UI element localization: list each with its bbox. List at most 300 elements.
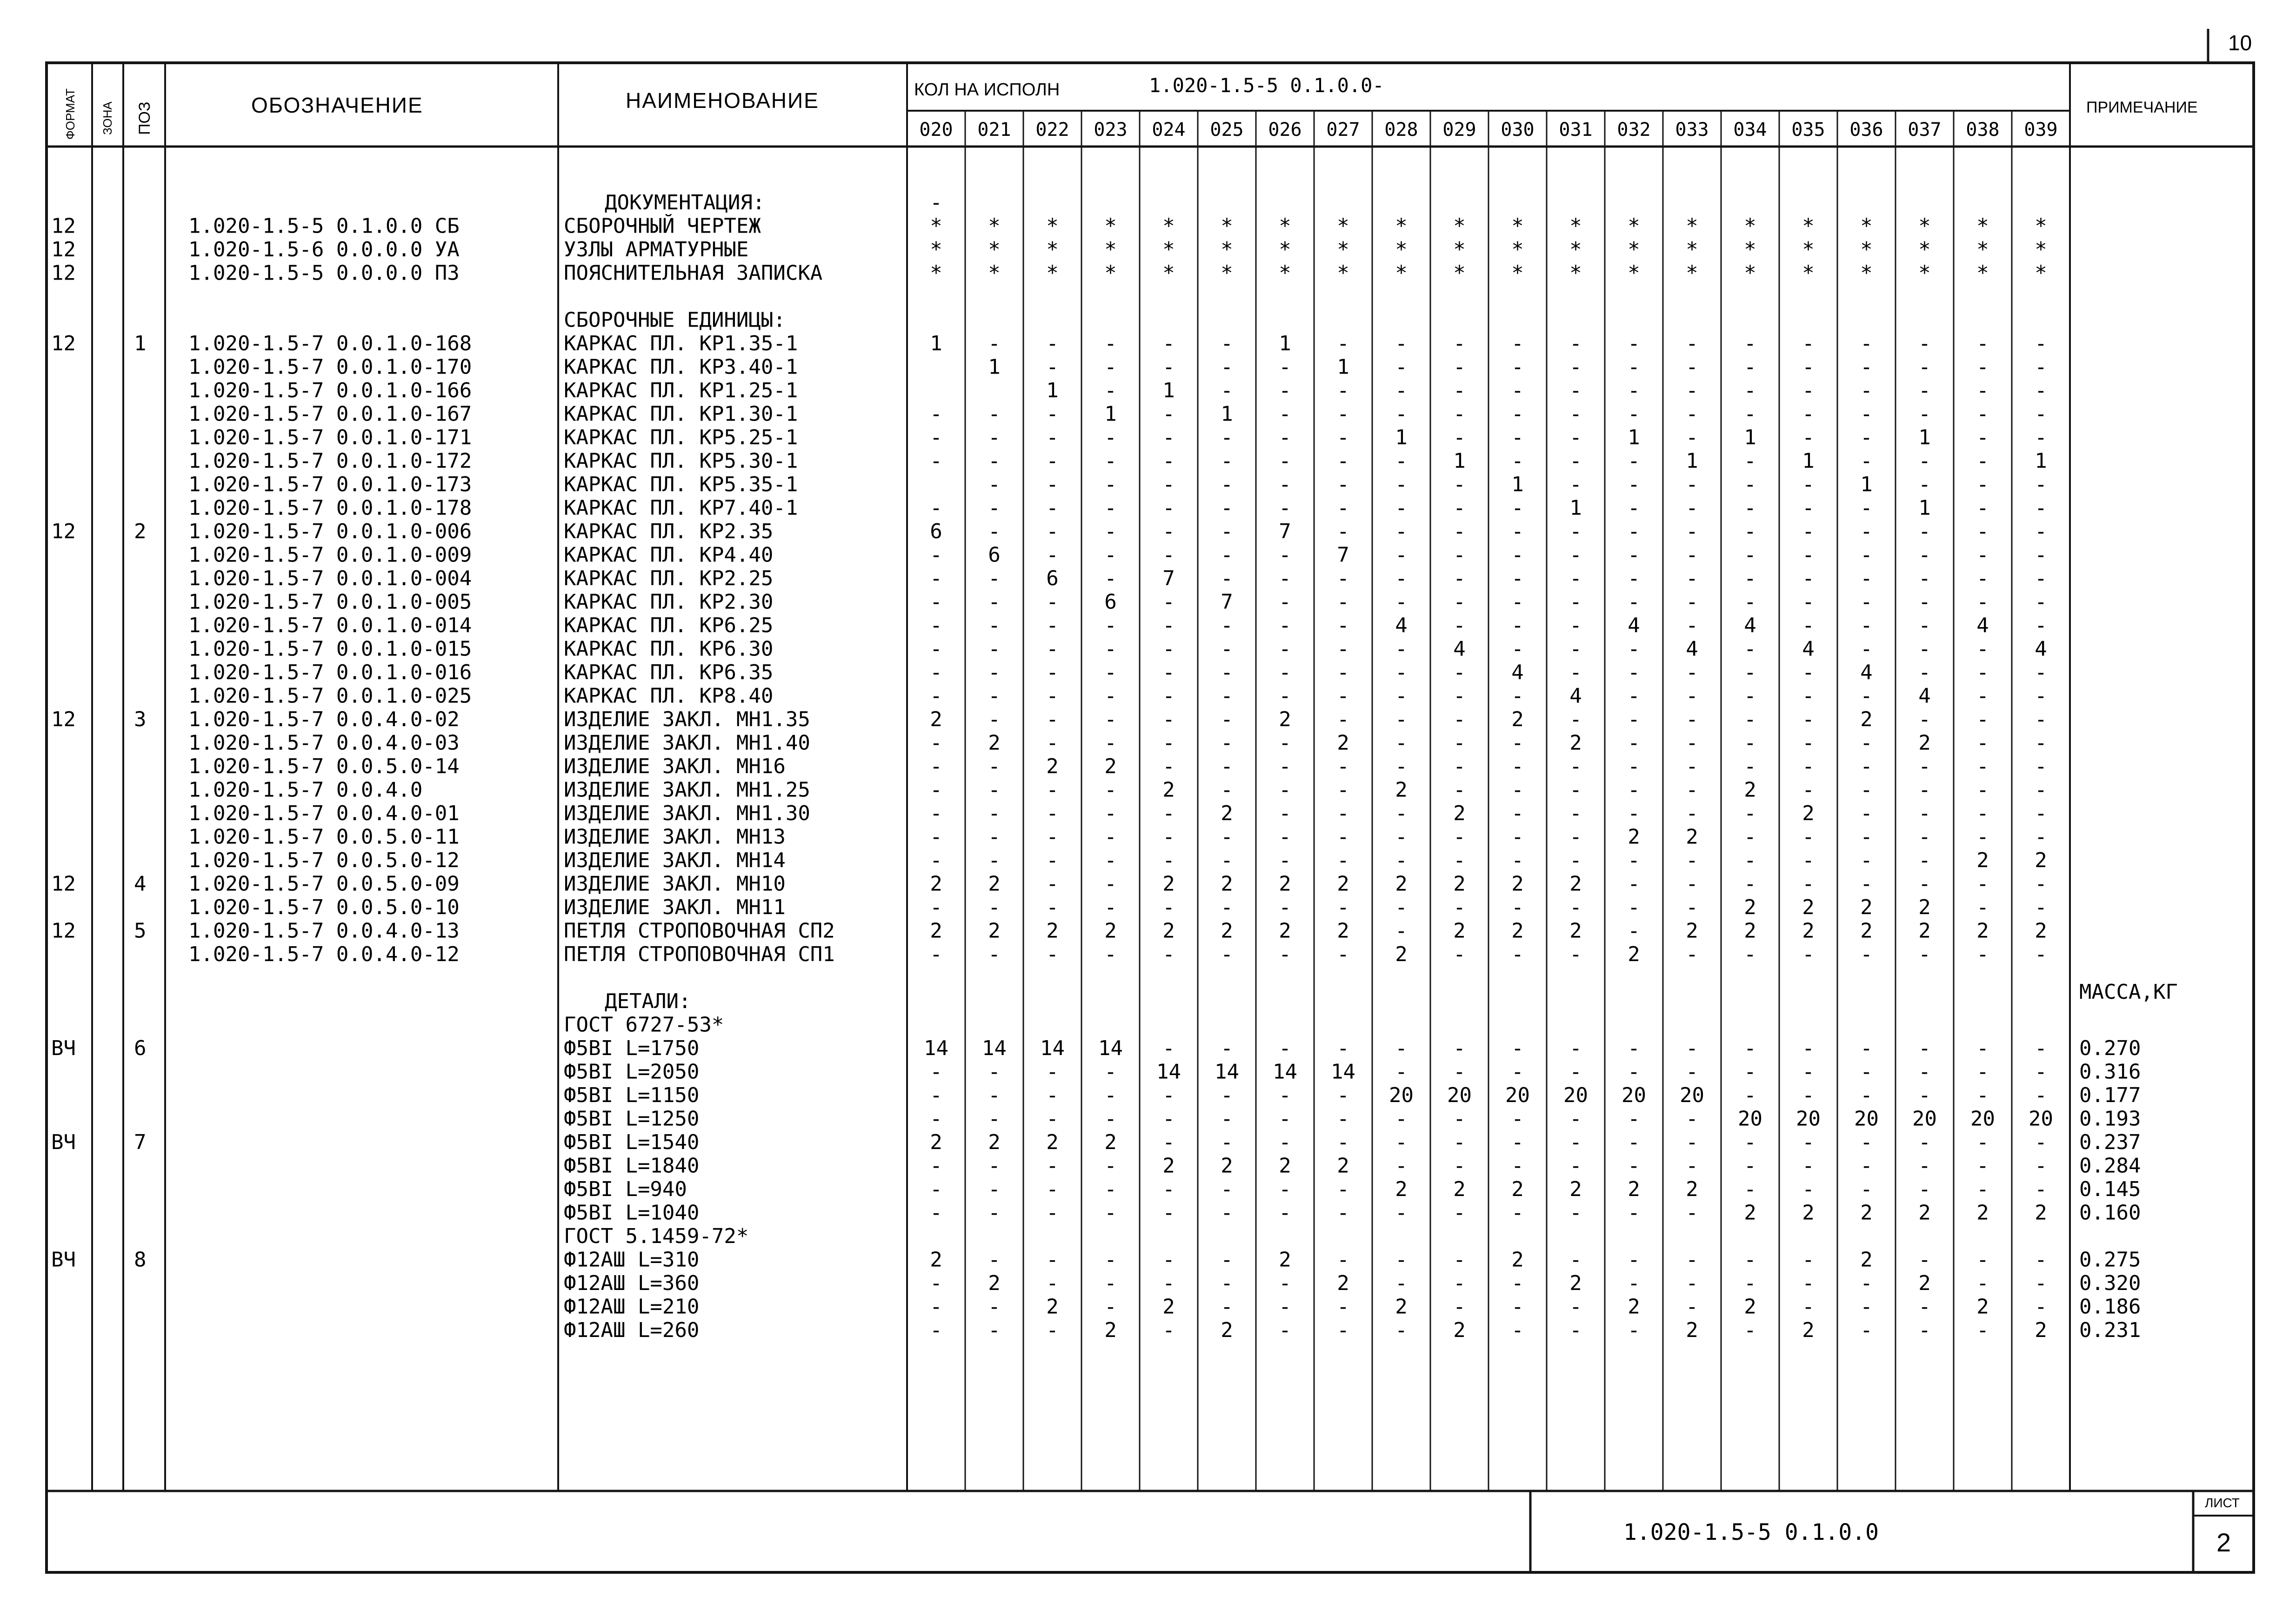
qty-cell: * [1744,261,1756,285]
qty-cell: - [1337,708,1349,731]
qty-cell: * [1744,214,1756,238]
qty-cell: - [2035,355,2047,379]
qty-cell: - [1976,590,1989,614]
row-name: Ф5ВI L=1840 [564,1154,700,1178]
qty-cell: 2 [1860,708,1873,731]
row-designation: 1.020-1.5-7 0.0.5.0-12 [188,849,460,872]
qty-cell: 2 [1279,1154,1291,1178]
spec-row [188,402,2047,426]
qty-cell: - [1802,1177,1815,1201]
qty-cell: 14 [1215,1060,1239,1084]
qty-cell: - [1918,778,1931,802]
qty-cell: - [1744,825,1756,849]
qty-cell: - [1628,590,1640,614]
row-format: 12 [51,238,76,261]
qty-column-header: 039 [2024,119,2058,140]
qty-cell: * [1686,238,1698,261]
spec-row [564,1060,2141,1084]
spec-row [188,543,2047,567]
qty-cell: - [1221,496,1233,520]
row-name: ИЗДЕЛИЕ ЗАКЛ. МН1.35 [564,708,810,731]
row-name: Ф5ВI L=1150 [564,1083,700,1107]
qty-cell: - [2035,1295,2047,1319]
qty-cell: - [1221,379,1233,402]
row-designation: 1.020-1.5-7 0.0.1.0-005 [188,590,472,614]
qty-cell: - [1453,355,1466,379]
qty-cell: - [2035,1130,2047,1154]
qty-cell: 14 [982,1036,1007,1060]
row-designation: 1.020-1.5-7 0.0.5.0-10 [188,896,460,919]
qty-column-header: 032 [1617,119,1651,140]
row-name: КАРКАС ПЛ. КР5.25-1 [564,426,798,449]
qty-cell: * [1221,261,1233,285]
row-name: КАРКАС ПЛ. КР1.25-1 [564,379,798,402]
qty-cell: - [1569,1036,1582,1060]
qty-cell: 1 [1337,355,1349,379]
row-name: КАРКАС ПЛ. КР6.30 [564,637,774,661]
row-designation: 1.020-1.5-7 0.0.1.0-016 [188,661,472,684]
page-number: 10 [2228,31,2252,55]
row-format: 12 [51,261,76,285]
qty-cell: - [1802,849,1815,872]
row-note: 0.270 [2079,1036,2141,1060]
qty-cell: - [930,637,942,661]
qty-cell: - [1569,1295,1582,1319]
qty-cell: 20 [1505,1083,1530,1107]
qty-cell: - [1395,849,1408,872]
qty-cell: - [1279,1130,1291,1154]
qty-cell: - [1976,1060,1989,1084]
qty-cell: 2 [1511,1248,1524,1272]
qty-cell: - [1802,496,1815,520]
qty-cell: - [1279,1318,1291,1342]
qty-cell: * [1453,214,1466,238]
qty-cell: - [2035,708,2047,731]
qty-cell: - [1686,896,1698,919]
qty-cell: 2 [1918,1201,1931,1225]
qty-cell: 2 [1337,919,1349,943]
row-designation: 1.020-1.5-5 0.0.0.0 ПЗ [188,261,460,285]
qty-cell: - [1395,1201,1408,1225]
qty-cell: - [1104,872,1117,896]
qty-cell: 2 [1453,1318,1466,1342]
qty-cell: - [930,684,942,708]
qty-cell: 2 [930,872,942,896]
qty-cell: - [988,426,1001,449]
qty-cell: - [1337,942,1349,966]
qty-cell: - [1337,1318,1349,1342]
row-designation: 1.020-1.5-7 0.0.5.0-11 [188,825,460,849]
row-name: Ф5ВI L=1750 [564,1036,700,1060]
row-designation: 1.020-1.5-7 0.0.4.0-03 [188,731,460,755]
qty-cell: - [1628,1271,1640,1295]
qty-cell: - [1511,520,1524,543]
qty-cell: - [1162,332,1175,355]
qty-cell: 14 [1156,1060,1181,1084]
qty-cell: - [2035,590,2047,614]
qty-cell: - [1395,1130,1408,1154]
qty-cell: - [1221,473,1233,496]
qty-cell: * [1511,214,1524,238]
qty-cell: - [988,590,1001,614]
row-designation: 1.020-1.5-7 0.0.1.0-172 [188,449,472,473]
qty-cell: - [988,637,1001,661]
qty-cell: - [1976,1271,1989,1295]
qty-cell: 2 [1860,1248,1873,1272]
qty-cell: 2 [1221,802,1233,825]
qty-cell: - [1221,825,1233,849]
qty-cell: - [930,1177,942,1201]
qty-cell: 4 [1686,637,1698,661]
qty-cell: 2 [1686,919,1698,943]
spec-row [188,896,2047,919]
qty-cell: - [1686,332,1698,355]
qty-cell: 2 [1569,731,1582,755]
qty-cell: * [2035,261,2047,285]
qty-cell: - [1337,402,1349,426]
qty-cell: - [1046,520,1059,543]
qty-cell: - [1569,567,1582,590]
qty-cell: - [930,614,942,637]
qty-cell: - [1395,896,1408,919]
qty-cell: - [1046,1201,1059,1225]
qty-cell: 2 [1395,1177,1408,1201]
qty-cell: - [1453,1295,1466,1319]
row-designation: 1.020-1.5-7 0.0.5.0-14 [188,755,460,778]
qty-cell: 2 [1628,825,1640,849]
qty-cell: - [1802,1036,1815,1060]
qty-cell: - [1395,802,1408,825]
doc-code: 1.020-1.5-5 0.1.0.0 [1623,1519,1879,1545]
qty-cell: - [1569,332,1582,355]
row-name: Ф5ВI L=1250 [564,1107,700,1131]
qty-cell: - [1046,825,1059,849]
qty-cell: - [1628,567,1640,590]
qty-column-header: 029 [1442,119,1476,140]
qty-cell: - [1221,355,1233,379]
qty-cell: - [1279,473,1291,496]
qty-cell: - [1569,543,1582,567]
qty-cell: - [1337,661,1349,684]
qty-cell: 2 [1511,1177,1524,1201]
qty-cell: 1 [1453,449,1466,473]
spec-row [564,1201,2141,1225]
row-name: ИЗДЕЛИЕ ЗАКЛ. МН13 [564,825,786,849]
qty-cell: - [2035,379,2047,402]
qty-column-header: 037 [1908,119,1942,140]
qty-cell: - [1046,1318,1059,1342]
qty-cell: - [1628,896,1640,919]
qty-cell: - [1221,849,1233,872]
qty-cell: - [1279,1083,1291,1107]
qty-cell: - [1395,355,1408,379]
qty-cell: 14 [1331,1060,1355,1084]
qty-cell: - [1104,942,1117,966]
qty-cell: - [930,802,942,825]
row-note: 0.275 [2079,1248,2141,1272]
qty-cell: - [1918,1130,1931,1154]
qty-cell: - [1976,567,1989,590]
qty-cell: 1 [1395,426,1408,449]
row-name: ДЕТАЛИ: [605,989,691,1013]
row-format: ВЧ [51,1130,76,1154]
qty-cell: - [930,1083,942,1107]
qty-cell: - [1569,1248,1582,1272]
qty-cell: 2 [1221,1154,1233,1178]
qty-cell: 2 [930,708,942,731]
qty-cell: 2 [1279,708,1291,731]
qty-cell: 14 [1040,1036,1065,1060]
qty-cell: * [1744,238,1756,261]
qty-cell: - [1860,849,1873,872]
qty-cell: * [1221,238,1233,261]
qty-cell: - [1453,379,1466,402]
qty-cell: - [1046,426,1059,449]
row-note: 0.231 [2079,1318,2141,1342]
qty-cell: - [1046,332,1059,355]
qty-cell: 2 [1976,1201,1989,1225]
qty-cell: - [1395,567,1408,590]
qty-cell: - [2035,684,2047,708]
row-format: 12 [51,520,76,543]
qty-cell: - [1221,520,1233,543]
row-format: ВЧ [51,1036,76,1060]
qty-cell: - [930,825,942,849]
qty-cell: 20 [1622,1083,1646,1107]
qty-cell: - [1453,1107,1466,1131]
qty-cell: - [1046,543,1059,567]
row-name: СБОРОЧНЫЕ ЕДИНИЦЫ: [564,308,786,332]
row-name: КАРКАС ПЛ. КР4.40 [564,543,774,567]
qty-cell: 20 [1389,1083,1414,1107]
qty-cell: - [1569,825,1582,849]
qty-cell: - [1279,402,1291,426]
qty-cell: 1 [1918,426,1931,449]
row-format: 12 [51,332,76,355]
spec-row [51,238,2047,261]
qty-cell: - [1104,684,1117,708]
qty-cell: - [1046,1083,1059,1107]
qty-cell: * [1628,261,1640,285]
qty-cell: * [1511,238,1524,261]
qty-cell: - [1628,1201,1640,1225]
spec-row [188,825,2047,849]
qty-cell: * [1395,261,1408,285]
row-name: КАРКАС ПЛ. КР8.40 [564,684,774,708]
qty-cell: - [1569,637,1582,661]
qty-cell: - [2035,473,2047,496]
qty-cell: - [1162,896,1175,919]
qty-cell: - [1860,1318,1873,1342]
row-name: КАРКАС ПЛ. КР7.40-1 [564,496,798,520]
qty-cell: - [1453,1130,1466,1154]
row-name: КАРКАС ПЛ. КР3.40-1 [564,355,798,379]
qty-cell: * [1162,214,1175,238]
qty-cell: - [1511,849,1524,872]
qty-cell: - [2035,496,2047,520]
qty-cell: - [1337,1036,1349,1060]
qty-cell: - [1686,590,1698,614]
qty-cell: - [1569,614,1582,637]
qty-cell: - [1162,942,1175,966]
qty-cell: - [1221,543,1233,567]
qty-cell: - [1511,332,1524,355]
qty-cell: 2 [1918,1271,1931,1295]
qty-cell: - [1744,1318,1756,1342]
qty-cell: - [1918,1318,1931,1342]
qty-cell: - [1453,543,1466,567]
qty-cell: - [988,896,1001,919]
qty-cell: 2 [988,872,1001,896]
qty-cell: - [1104,731,1117,755]
qty-cell: - [1744,473,1756,496]
qty-cell: - [2035,872,2047,896]
qty-cell: - [1337,802,1349,825]
qty-cell: - [1802,332,1815,355]
qty-cell: - [1279,731,1291,755]
qty-cell: - [1686,1271,1698,1295]
qty-cell: 1 [988,355,1001,379]
qty-cell: - [1279,1036,1291,1060]
qty-cell: 1 [1569,496,1582,520]
qty-cell: - [1860,1271,1873,1295]
row-designation: 1.020-1.5-7 0.0.1.0-170 [188,355,472,379]
qty-cell: - [1744,849,1756,872]
qty-cell: 2 [1279,919,1291,943]
qty-cell: * [1802,238,1815,261]
qty-cell: - [1744,755,1756,778]
row-note: 0.320 [2079,1271,2141,1295]
qty-cell: - [1976,379,1989,402]
qty-cell: - [1744,496,1756,520]
qty-cell: - [1511,755,1524,778]
qty-cell: - [1162,496,1175,520]
qty-cell: - [1918,1083,1931,1107]
qty-cell: - [2035,731,2047,755]
qty-cell: 2 [1453,1177,1466,1201]
qty-cell: - [1104,332,1117,355]
row-note: 0.160 [2079,1201,2141,1225]
qty-cell: * [1453,238,1466,261]
qty-cell: - [930,942,942,966]
spec-row [188,778,2047,802]
qty-cell: - [1860,755,1873,778]
row-designation: 1.020-1.5-6 0.0.0.0 УА [188,238,460,261]
qty-cell: - [1221,614,1233,637]
qty-cell: - [1046,942,1059,966]
qty-cell: 1 [1802,449,1815,473]
qty-cell: 4 [1802,637,1815,661]
qty-cell: - [988,942,1001,966]
qty-cell: - [1511,1201,1524,1225]
qty-cell: - [988,849,1001,872]
qty-cell: * [1046,261,1059,285]
qty-cell: - [1395,473,1408,496]
qty-cell: 1 [1686,449,1698,473]
qty-cell: - [1337,849,1349,872]
qty-cell: - [1337,496,1349,520]
spec-row [188,379,2047,402]
qty-cell: - [1569,661,1582,684]
qty-cell: - [1279,1177,1291,1201]
qty-cell: 2 [1279,1248,1291,1272]
spec-row [564,1318,2141,1342]
qty-cell: - [1976,896,1989,919]
qty-cell: - [1860,684,1873,708]
qty-cell: - [1046,731,1059,755]
spec-row [188,496,2047,520]
qty-cell: - [1802,731,1815,755]
qty-cell: 1 [1279,332,1291,355]
qty-cell: - [1918,661,1931,684]
qty-cell: - [1976,872,1989,896]
qty-cell: 2 [1104,1130,1117,1154]
qty-cell: - [1976,355,1989,379]
qty-cell: - [1976,942,1989,966]
qty-cell: - [1279,778,1291,802]
qty-cell: - [1628,919,1640,943]
qty-cell: - [1162,708,1175,731]
qty-cell: - [1976,1083,1989,1107]
qty-cell: - [1162,520,1175,543]
qty-cell: 2 [1453,919,1466,943]
row-designation: 1.020-1.5-7 0.0.1.0-009 [188,543,472,567]
qty-cell: 2 [1918,896,1931,919]
qty-cell: - [1686,543,1698,567]
qty-cell: 2 [1162,919,1175,943]
spec-row [564,1107,2141,1131]
row-designation: 1.020-1.5-7 0.0.4.0-12 [188,942,460,966]
qty-cell: - [1918,755,1931,778]
qty-cell: - [1569,449,1582,473]
qty-cell: 20 [1854,1107,1879,1131]
qty-cell: - [1628,731,1640,755]
qty-cell: - [1860,778,1873,802]
qty-cell: - [1046,896,1059,919]
qty-cell: 4 [1918,684,1931,708]
qty-cell: - [1221,1083,1233,1107]
qty-cell: - [1744,872,1756,896]
qty-cell: - [1511,614,1524,637]
qty-cell: - [1046,1248,1059,1272]
qty-cell: - [1221,637,1233,661]
qty-cell: - [1453,1271,1466,1295]
qty-cell: - [1453,1154,1466,1178]
qty-cell: - [1511,942,1524,966]
qty-cell: 2 [1628,942,1640,966]
qty-cell: - [1744,1154,1756,1178]
qty-cell: 6 [1104,590,1117,614]
qty-cell: - [1395,1107,1408,1131]
qty-cell: - [1279,942,1291,966]
row-name: ГОСТ 6727-53* [564,1013,724,1037]
qty-cell: 2 [1860,1201,1873,1225]
qty-cell: - [1802,1060,1815,1084]
qty-cell: - [1802,684,1815,708]
qty-cell: * [1918,261,1931,285]
row-format: 12 [51,708,76,731]
qty-cell: - [1976,755,1989,778]
qty-cell: - [1976,1318,1989,1342]
qty-cell: 2 [1104,1318,1117,1342]
qty-cell: - [1395,1248,1408,1272]
qty-cell: 2 [1395,1295,1408,1319]
qty-cell: * [2035,238,2047,261]
qty-cell: - [2035,1177,2047,1201]
qty-cell: - [1976,1177,1989,1201]
qty-cell: - [1918,825,1931,849]
qty-column-header: 020 [919,119,953,140]
